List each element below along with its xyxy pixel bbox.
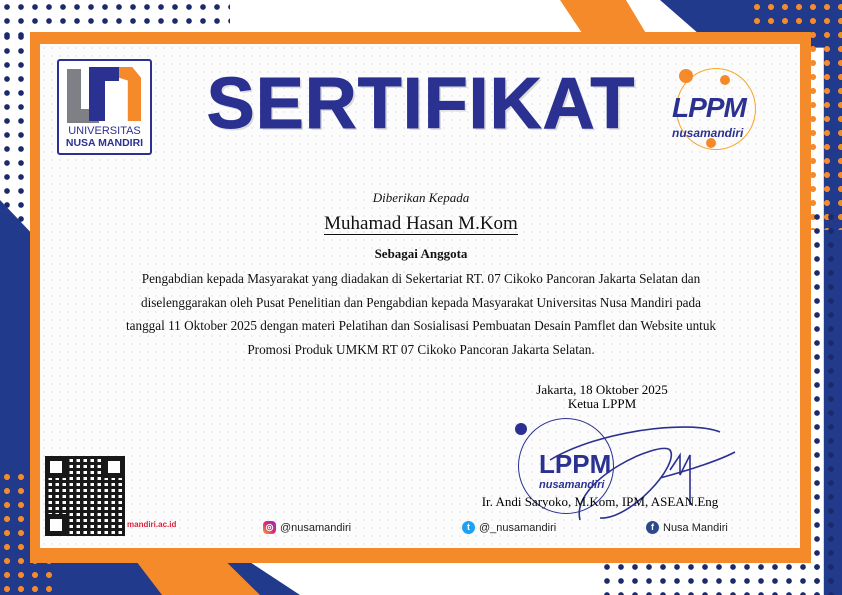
signature-scribble xyxy=(540,420,740,530)
qr-code xyxy=(45,456,125,536)
sign-place-date: Jakarta, 18 Oktober 2025 xyxy=(536,382,668,397)
twitter-text: @_nusamandiri xyxy=(479,521,557,534)
instagram-icon: ◎ xyxy=(263,521,276,534)
stamp-text: LPPM xyxy=(539,449,612,479)
lppm-logo xyxy=(672,66,782,156)
twitter-icon: t xyxy=(462,521,475,534)
facebook-handle[interactable] xyxy=(646,521,728,534)
facebook-icon: f xyxy=(646,521,659,534)
dot-pattern-bottom-right xyxy=(600,560,842,595)
sign-position: Ketua LPPM xyxy=(567,396,637,411)
given-to-label: Diberikan Kepada xyxy=(372,190,470,205)
dot-pattern-right xyxy=(810,210,842,595)
lppm-logo-text: LPPM xyxy=(672,92,746,123)
twitter-handle[interactable] xyxy=(462,521,556,534)
facebook-text: Nusa Mandiri xyxy=(663,521,728,534)
recipient-name xyxy=(0,213,842,235)
website-link[interactable]: mandiri.ac.id xyxy=(127,520,177,529)
role-label: Sebagai Anggota xyxy=(374,246,468,261)
lppm-logo-subtext: nusamandiri xyxy=(672,126,744,140)
certificate-description: Pengabdian kepada Masyarakat yang diadakan di Sekertariat RT. 07 Cikoko Pancoran Jakarta Selatan dan diselenggarakan oleh Pusat Penelitian dan Pengabdian kepada Masyarakat Universitas Nusa Mandiri pada tanggal 11 Oktober 2025 dengan materi Pelatihan dan Sosialisasi Pembuatan Desain Pamflet dan Website untuk Promosi Produk UMKM RT 07 Cikoko Pancoran Jakarta Selatan. xyxy=(125,271,717,357)
logo-text-universitas: UNIVERSITAS xyxy=(68,125,141,137)
recipient-name-text: Muhamad Hasan M.Kom xyxy=(324,213,518,234)
instagram-text: @nusamandiri xyxy=(280,521,352,534)
stamp-subtext: nusamandiri xyxy=(539,479,605,491)
logo-text-nusa-mandiri: NUSA MANDIRI xyxy=(65,137,144,149)
signatory-name: Ir. Andi Saryoko, M.Kom, IPM, ASEAN.Eng xyxy=(481,494,719,509)
instagram-handle[interactable] xyxy=(263,521,351,534)
certificate-title: SERTIFIKAT xyxy=(206,64,636,144)
